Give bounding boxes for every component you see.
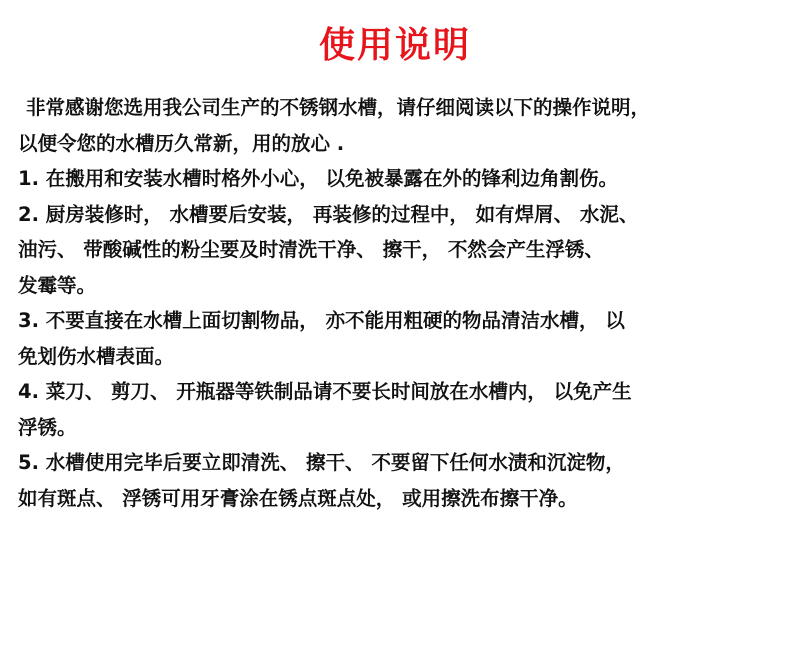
item-3-line-2: 免划伤水槽表面。	[18, 344, 175, 368]
item-5-line-2: 如有斑点、 浮锈可用牙膏涂在锈点斑点处， 或用擦洗布擦干净。	[18, 486, 578, 510]
intro-line-2: 以便令您的水槽历久常新，用的放心 .	[18, 131, 345, 155]
item-2-line-2: 油污、 带酸碱性的粉尘要及时清洗干净、 擦干， 不然会产生浮锈、	[18, 238, 604, 261]
item-2-line-3: 发霉等。	[18, 273, 97, 297]
item-1-line-1: 1. 在搬用和安装水槽时格外小心， 以免被暴露在外的锋利边角割伤。	[18, 167, 619, 190]
intro-line-1: 非常感谢您选用我公司生产的不锈钢水槽，请仔细阅读以下的操作说明，	[26, 96, 651, 119]
item-3-line-1: 3. 不要直接在水槽上面切割物品， 亦不能用粗硬的物品清洁水槽， 以	[18, 309, 625, 332]
instruction-content	[18, 90, 778, 516]
item-5-line-1: 5. 水槽使用完毕后要立即清洗、 擦干、 不要留下任何水渍和沉淀物，	[18, 451, 625, 474]
item-4-line-2: 浮锈。	[18, 415, 77, 439]
page-title: 使用说明	[318, 25, 471, 66]
item-4-line-1: 4. 菜刀、 剪刀、 开瓶器等铁制品请不要长时间放在水槽内， 以免产生	[18, 380, 632, 403]
item-2-line-1: 2. 厨房装修时， 水槽要后安装， 再装修的过程中， 如有焊屑、 水泥、	[18, 202, 639, 226]
